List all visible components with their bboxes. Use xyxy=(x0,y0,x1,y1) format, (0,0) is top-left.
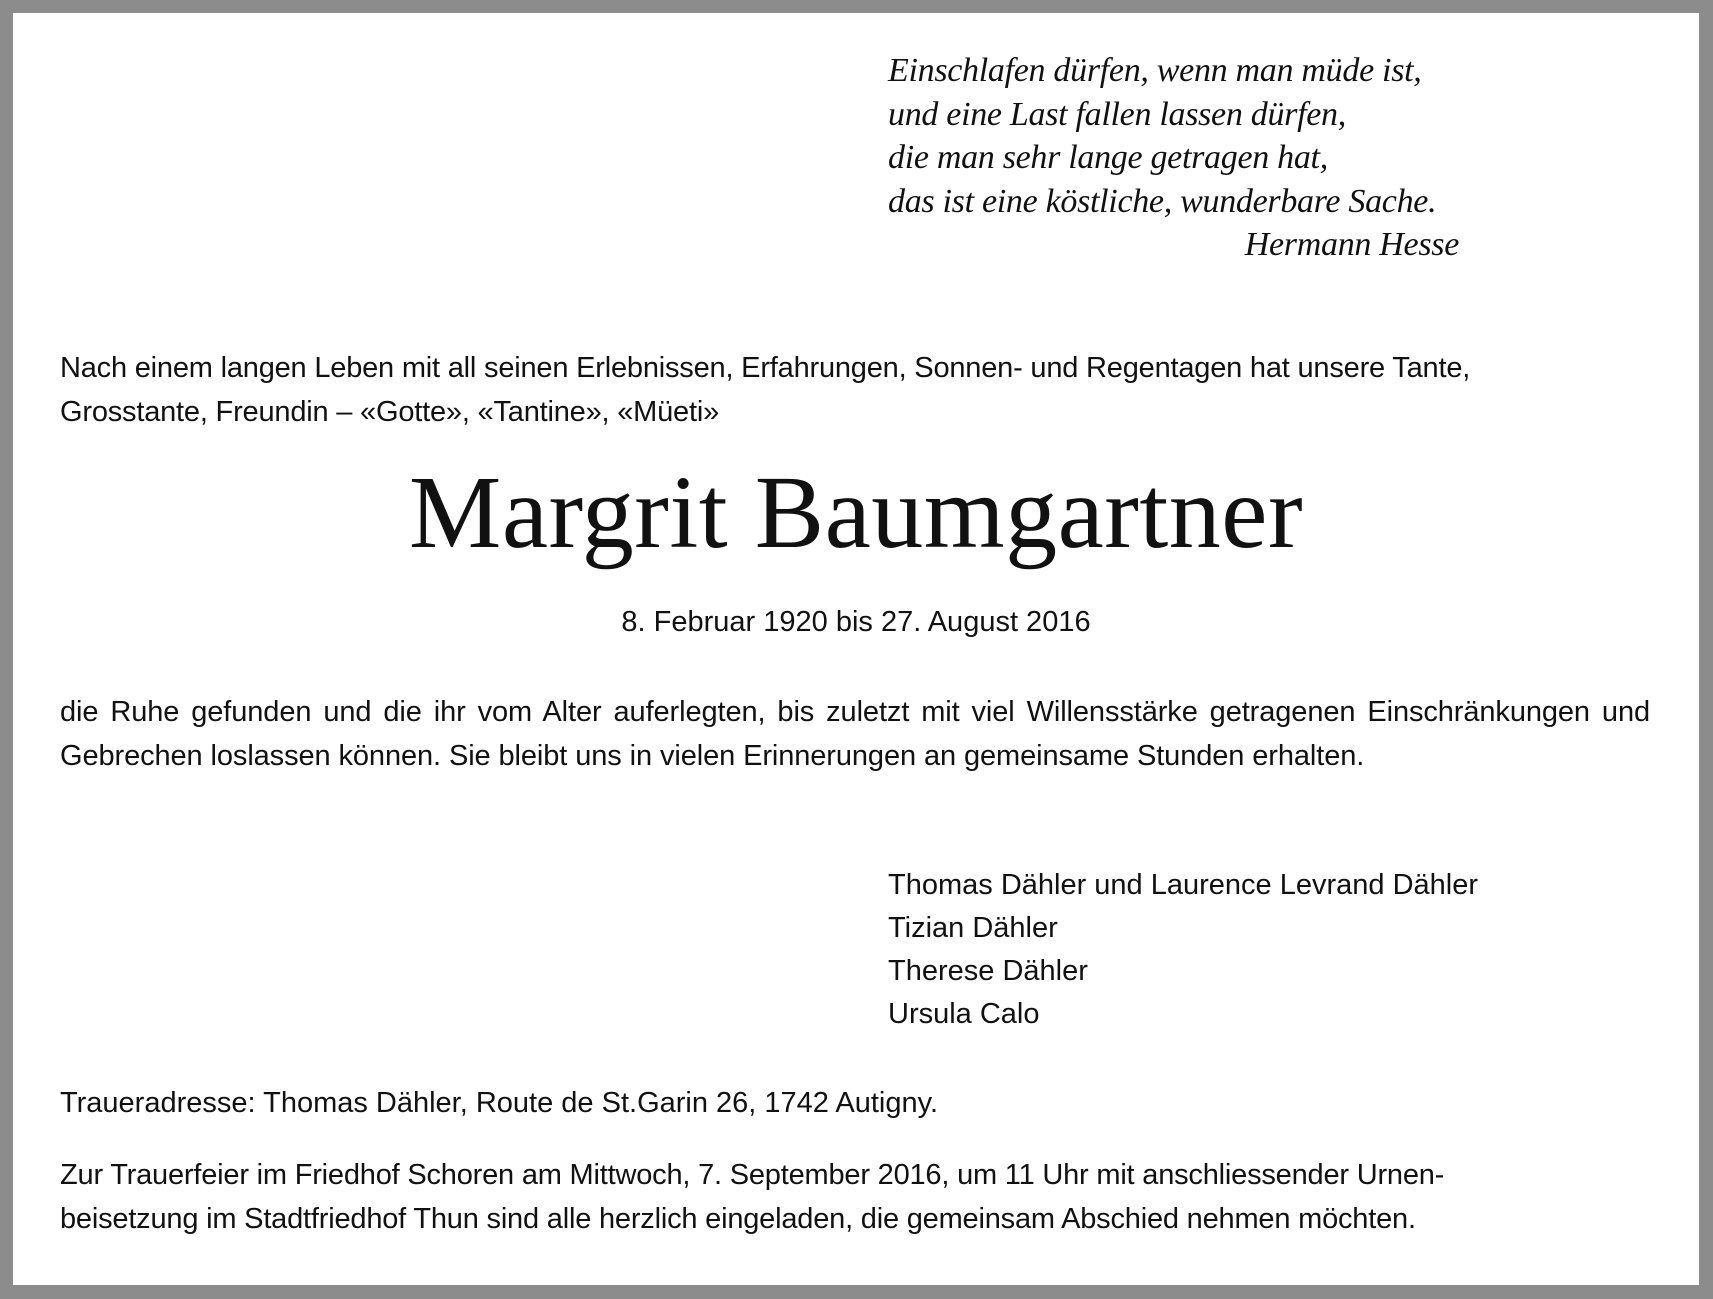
intro-line: Grosstante, Freundin – «Gotte», «Tantine», «Müeti» xyxy=(60,396,720,428)
body-paragraph: die Ruhe gefunden und die ihr vom Alter auferlegten, bis zuletzt mit viel Willensstärke getragenen Einschränkungen und Gebrechen loslassen können. Sie bleibt uns in vielen Erinnerungen an gemeinsame Stunden erhalten. xyxy=(60,696,1650,772)
mourner-name: Therese Dähler xyxy=(888,955,1088,987)
life-dates: 8. Februar 1920 bis 27. August 2016 xyxy=(621,606,1091,638)
quote-line: das ist eine köstliche, wunderbare Sache. xyxy=(888,182,1437,220)
hesse-quote xyxy=(888,49,1468,267)
ceremony-line: Zur Trauerfeier im Friedhof Schoren am Mittwoch, 7. September 2016, um 11 Uhr mit anschliessender Urnen- xyxy=(60,1159,1445,1191)
obituary-notice xyxy=(13,13,1699,1285)
mourner-name: Tizian Dähler xyxy=(888,912,1058,944)
quote-line: und eine Last fallen lassen dürfen, xyxy=(888,95,1346,133)
mourners-list xyxy=(888,864,1648,1036)
mourner-name: Ursula Calo xyxy=(888,998,1040,1030)
intro-paragraph xyxy=(60,346,1660,434)
quote-line: Einschlafen dürfen, wenn man müde ist, xyxy=(888,52,1422,89)
intro-line: Nach einem langen Leben mit all seinen Erlebnissen, Erfahrungen, Sonnen- und Regentagen hat unsere Tante, xyxy=(60,352,1471,384)
mourner-name: Thomas Dähler und Laurence Levrand Dähler xyxy=(888,869,1479,901)
quote-line: die man sehr lange getragen hat, xyxy=(888,139,1328,176)
ceremony-paragraph xyxy=(60,1154,1660,1241)
quote-author: Hermann Hesse xyxy=(1244,226,1459,263)
mourning-address: Traueradresse: Thomas Dähler, Route de St.Garin 26, 1742 Autigny. xyxy=(60,1087,939,1119)
ceremony-line: beisetzung im Stadtfriedhof Thun sind alle herzlich eingeladen, die gemeinsam Abschied nehmen möchten. xyxy=(60,1202,1416,1235)
deceased-name: Margrit Baumgartner xyxy=(408,455,1304,570)
